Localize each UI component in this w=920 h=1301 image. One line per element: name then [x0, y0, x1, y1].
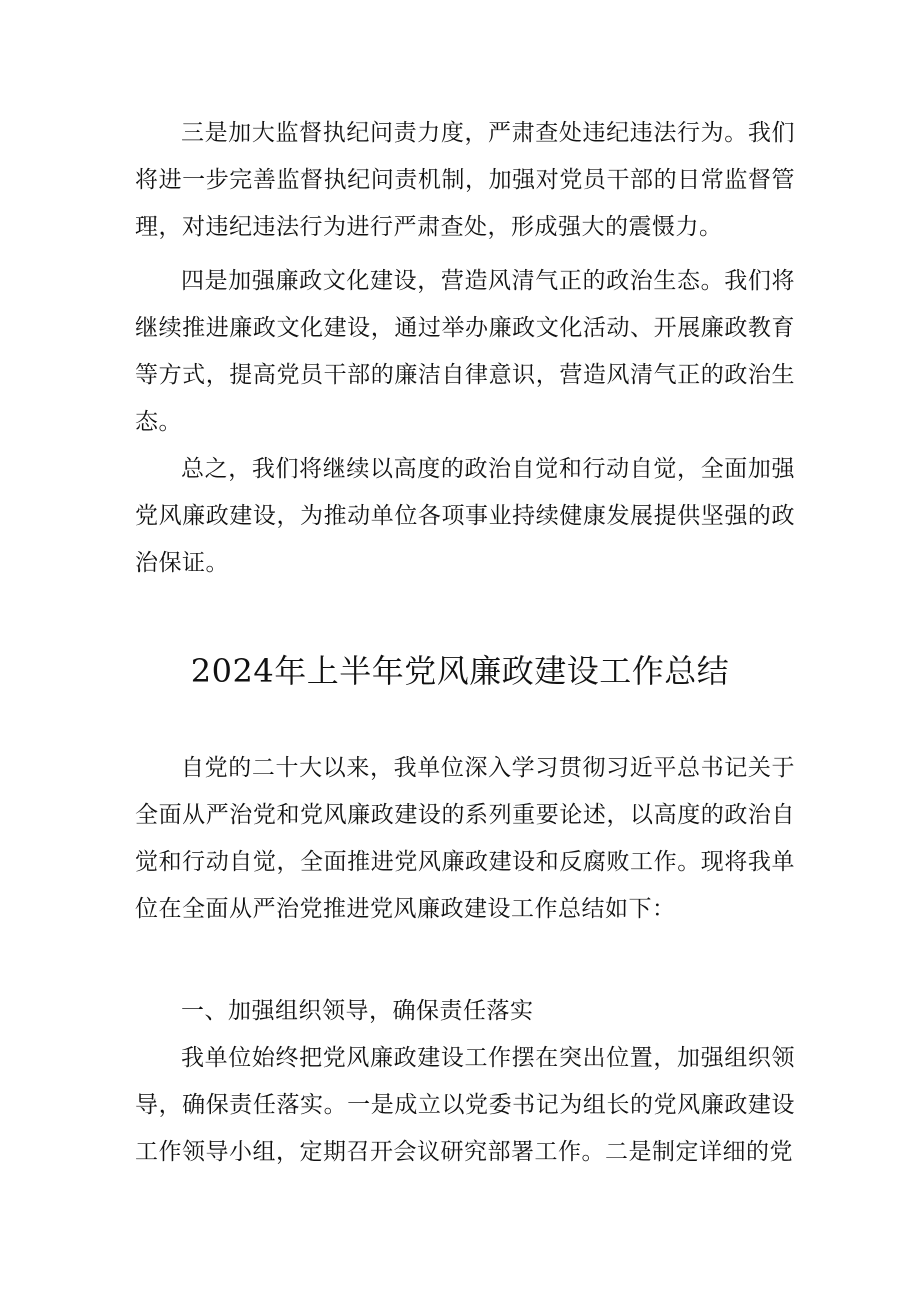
paragraph-intro: 自党的二十大以来，我单位深入学习贯彻习近平总书记关于全面从严治党和党风廉政建设的系列重要论述，以高度的政治自觉和行动自觉，全面推进党风廉政建设和反腐败工作。现将我单位在全面从严治党推进党风廉政建设工作总结如下：: [135, 755, 795, 922]
document-title: 2024年上半年党风廉政建设工作总结: [190, 652, 730, 690]
paragraph-section-1-body: 我单位始终把党风廉政建设工作摆在突出位置，加强组织领导，确保责任落实。一是成立以党委书记为组长的党风廉政建设工作领导小组，定期召开会议研究部署工作。二是制定详细的党: [135, 1045, 795, 1165]
paragraph-conclusion: 总之，我们将继续以高度的政治自觉和行动自觉，全面加强党风廉政建设，为推动单位各项事业持续健康发展提供坚强的政治保证。: [135, 456, 795, 576]
paragraph-culture: 四是加强廉政文化建设，营造风清气正的政治生态。我们将继续推进廉政文化建设，通过举办廉政文化活动、开展廉政教育等方式，提高党员干部的廉洁自律意识，营造风清气正的政治生态。: [135, 268, 795, 435]
paragraph-supervision: 三是加大监督执纪问责力度，严肃查处违纪违法行为。我们将进一步完善监督执纪问责机制，加强对党员干部的日常监督管理，对违纪违法行为进行严肃查处，形成强大的震慑力。: [135, 120, 795, 240]
section-heading-1: 一、加强组织领导，确保责任落实: [181, 998, 534, 1024]
